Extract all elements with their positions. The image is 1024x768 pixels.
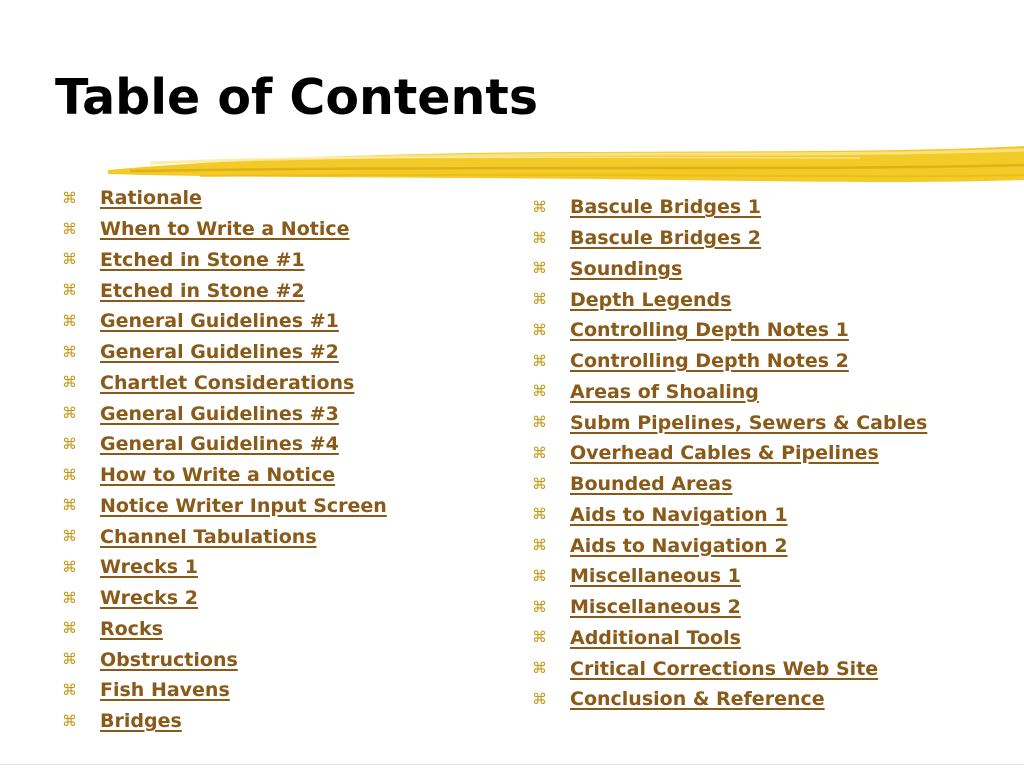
toc-item (532, 653, 927, 684)
toc-item (62, 552, 387, 583)
toc-link[interactable]: Subm Pipelines, Sewers & Cables (570, 411, 928, 434)
toc-item (532, 284, 927, 315)
toc-link[interactable]: Obstructions (100, 648, 238, 671)
command-bullet-icon: ⌘ (62, 588, 77, 607)
toc-item (62, 275, 387, 306)
bottom-divider (0, 764, 1024, 765)
command-bullet-icon: ⌘ (62, 496, 77, 515)
toc-link[interactable]: Areas of Shoaling (570, 380, 759, 403)
toc-link[interactable]: Fish Havens (100, 679, 230, 702)
command-bullet-icon: ⌘ (532, 290, 547, 309)
toc-link[interactable]: Bascule Bridges 1 (570, 196, 762, 219)
toc-link[interactable]: Overhead Cables & Pipelines (570, 442, 879, 465)
toc-link[interactable]: Bascule Bridges 2 (570, 227, 762, 250)
toc-item (532, 592, 927, 623)
toc-link[interactable]: Bounded Areas (570, 473, 733, 496)
toc-link[interactable]: General Guidelines #4 (100, 433, 339, 456)
toc-right-column (532, 192, 927, 715)
command-bullet-icon: ⌘ (62, 188, 77, 207)
command-bullet-icon: ⌘ (532, 259, 547, 278)
toc-item (62, 214, 387, 245)
command-bullet-icon: ⌘ (62, 619, 77, 638)
toc-link[interactable]: Rocks (100, 617, 163, 640)
toc-item (532, 346, 927, 377)
toc-link[interactable]: Chartlet Considerations (100, 371, 355, 394)
toc-link[interactable]: Conclusion & Reference (570, 688, 825, 711)
toc-item (532, 469, 927, 500)
toc-item (62, 460, 387, 491)
toc-item (62, 491, 387, 522)
command-bullet-icon: ⌘ (532, 382, 547, 401)
toc-link[interactable]: Critical Corrections Web Site (570, 657, 879, 680)
toc-item (532, 623, 927, 654)
toc-left-column (62, 183, 387, 737)
toc-link[interactable]: Channel Tabulations (100, 525, 317, 548)
toc-link[interactable]: Miscellaneous 2 (570, 596, 741, 619)
command-bullet-icon: ⌘ (532, 474, 547, 493)
toc-item (62, 644, 387, 675)
command-bullet-icon: ⌘ (62, 557, 77, 576)
toc-item (62, 368, 387, 399)
toc-link[interactable]: General Guidelines #1 (100, 310, 339, 333)
toc-link[interactable]: Miscellaneous 1 (570, 565, 741, 588)
toc-item (62, 183, 387, 214)
toc-item (62, 306, 387, 337)
toc-link[interactable]: Aids to Navigation 2 (570, 534, 788, 557)
toc-link[interactable]: Controlling Depth Notes 2 (570, 350, 849, 373)
toc-link[interactable]: Etched in Stone #1 (100, 248, 305, 271)
toc-item (62, 583, 387, 614)
toc-item (62, 614, 387, 645)
toc-item (62, 675, 387, 706)
toc-item (532, 315, 927, 346)
toc-item (532, 377, 927, 408)
command-bullet-icon: ⌘ (532, 659, 547, 678)
toc-item (532, 684, 927, 715)
toc-item (62, 521, 387, 552)
command-bullet-icon: ⌘ (532, 689, 547, 708)
toc-item (532, 223, 927, 254)
toc-link[interactable]: Aids to Navigation 1 (570, 503, 788, 526)
command-bullet-icon: ⌘ (62, 465, 77, 484)
command-bullet-icon: ⌘ (532, 597, 547, 616)
page-title: Table of Contents (55, 69, 539, 126)
toc-item (62, 429, 387, 460)
command-bullet-icon: ⌘ (532, 443, 547, 462)
command-bullet-icon: ⌘ (532, 413, 547, 432)
toc-link[interactable]: Etched in Stone #2 (100, 279, 305, 302)
toc-item (532, 407, 927, 438)
toc-link[interactable]: Rationale (100, 187, 202, 210)
toc-link[interactable]: Notice Writer Input Screen (100, 494, 387, 517)
toc-item (62, 245, 387, 276)
command-bullet-icon: ⌘ (62, 527, 77, 546)
toc-item (532, 192, 927, 223)
command-bullet-icon: ⌘ (62, 680, 77, 699)
command-bullet-icon: ⌘ (62, 404, 77, 423)
toc-link[interactable]: General Guidelines #2 (100, 341, 339, 364)
toc-link[interactable]: Controlling Depth Notes 1 (570, 319, 849, 342)
command-bullet-icon: ⌘ (62, 311, 77, 330)
command-bullet-icon: ⌘ (62, 711, 77, 730)
toc-item (62, 337, 387, 368)
toc-item (532, 438, 927, 469)
toc-link[interactable]: Wrecks 2 (100, 587, 198, 610)
toc-item (532, 500, 927, 531)
command-bullet-icon: ⌘ (532, 197, 547, 216)
command-bullet-icon: ⌘ (532, 320, 547, 339)
command-bullet-icon: ⌘ (532, 505, 547, 524)
command-bullet-icon: ⌘ (62, 281, 77, 300)
command-bullet-icon: ⌘ (62, 342, 77, 361)
toc-item (62, 706, 387, 737)
command-bullet-icon: ⌘ (62, 434, 77, 453)
toc-item (532, 561, 927, 592)
command-bullet-icon: ⌘ (532, 536, 547, 555)
command-bullet-icon: ⌘ (532, 351, 547, 370)
toc-link[interactable]: Soundings (570, 257, 683, 280)
toc-link[interactable]: General Guidelines #3 (100, 402, 339, 425)
toc-link[interactable]: Depth Legends (570, 288, 732, 311)
command-bullet-icon: ⌘ (532, 628, 547, 647)
command-bullet-icon: ⌘ (62, 219, 77, 238)
toc-link[interactable]: Wrecks 1 (100, 556, 198, 579)
toc-link[interactable]: Bridges (100, 710, 182, 733)
toc-item (532, 254, 927, 285)
toc-link[interactable]: Additional Tools (570, 626, 741, 649)
command-bullet-icon: ⌘ (532, 228, 547, 247)
toc-link[interactable]: How to Write a Notice (100, 464, 336, 487)
command-bullet-icon: ⌘ (532, 566, 547, 585)
command-bullet-icon: ⌘ (62, 650, 77, 669)
toc-link[interactable]: When to Write a Notice (100, 218, 350, 241)
command-bullet-icon: ⌘ (62, 373, 77, 392)
toc-item (62, 398, 387, 429)
toc-item (532, 530, 927, 561)
command-bullet-icon: ⌘ (62, 250, 77, 269)
